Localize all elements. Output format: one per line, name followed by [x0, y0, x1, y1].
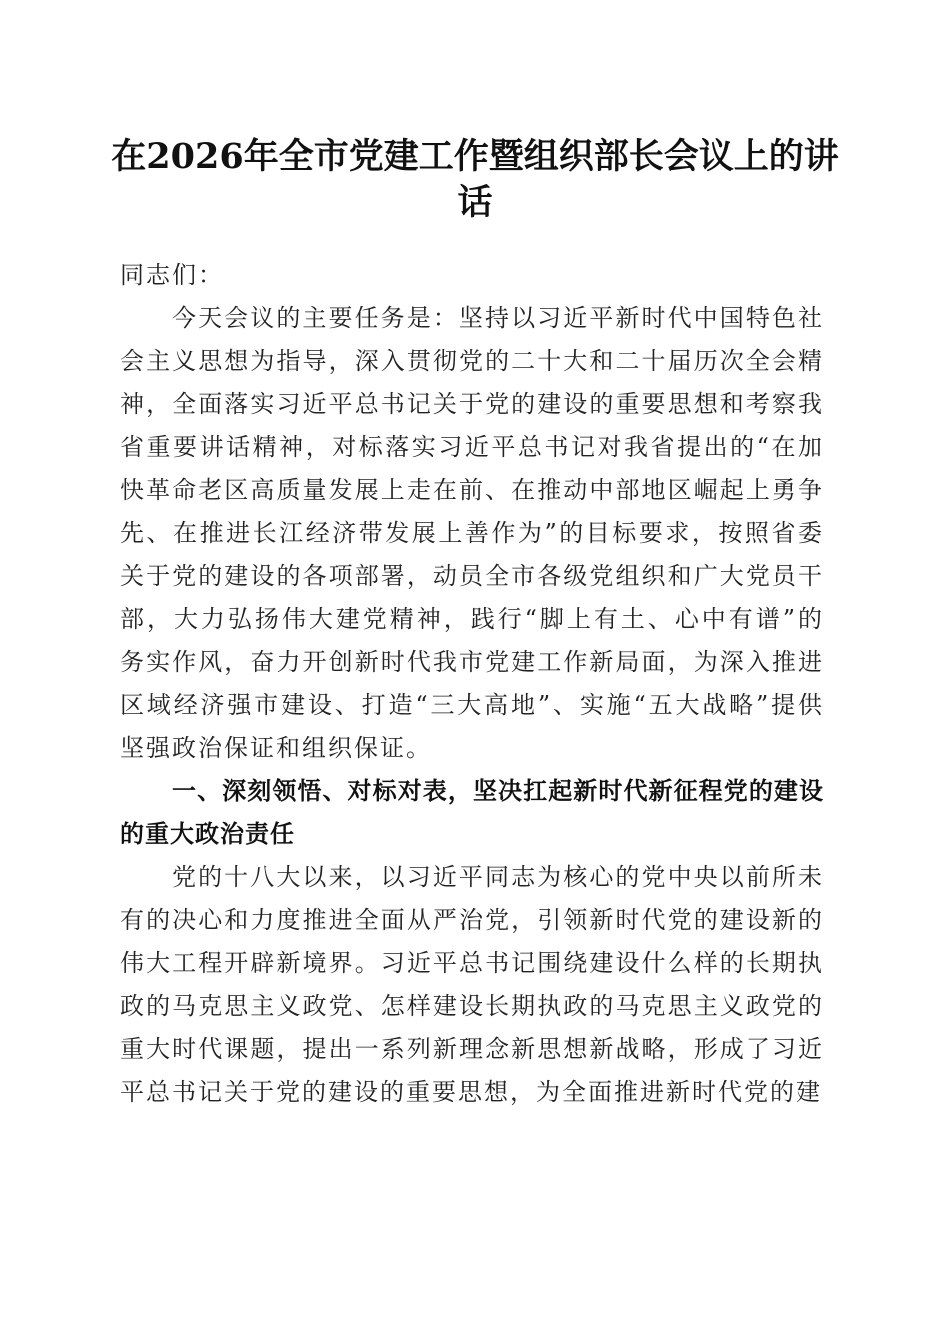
- salutation: 同志们：: [120, 261, 224, 289]
- section-heading: 一、深刻领悟、对标对表，坚决扛起新时代新征程党的建设的重大政治责任: [120, 777, 824, 848]
- section-paragraph: 党的十八大以来，以习近平同志为核心的党中央以前所未有的决心和力度推进全面从严治党，引领新时代党的建设新的伟大工程开辟新境界。习近平总书记围绕建设什么样的长期执政的马克思主义政党、怎样建设长期执政的马克思主义政党的重大时代课题，提出一系列新理念新思想新战略，形成了习近平总书记关于党的建设的重要思想，为全面推进新时代党的建: [120, 863, 824, 1106]
- document-body: [120, 254, 824, 1114]
- document-title: 在2026年全市党建工作暨组织部长会议上的讲话: [111, 136, 839, 223]
- intro-paragraph: 今天会议的主要任务是：坚持以习近平新时代中国特色社会主义思想为指导，深入贯彻党的二十大和二十届历次全会精神，全面落实习近平总书记关于党的建设的重要思想和考察我省重要讲话精神，对标落实习近平总书记对我省提出的“在加快革命老区高质量发展上走在前、在推动中部地区崛起上勇争先、在推进长江经济带发展上善作为”的目标要求，按照省委关于党的建设的各项部署，动员全市各级党组织和广大党员干部，大力弘扬伟大建党精神，践行“脚上有土、心中有谱”的务实作风，奋力开创新时代我市党建工作新局面，为深入推进区域经济强市建设、打造“三大高地”、实施“五大战略”提供坚强政治保证和组织保证。: [120, 304, 824, 762]
